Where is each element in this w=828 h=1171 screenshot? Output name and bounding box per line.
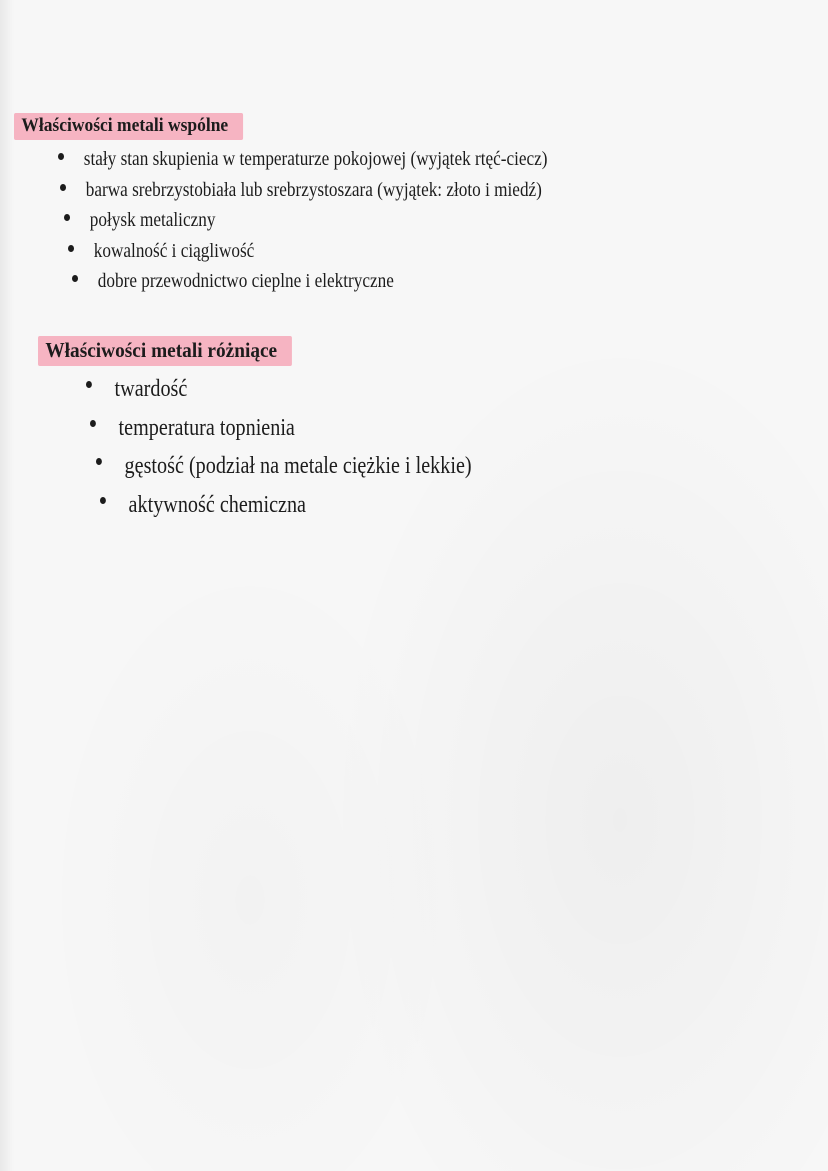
section-heading-common: Właściwości metali wspólne — [14, 113, 243, 140]
list-item-text: połysk metaliczny — [89, 209, 216, 231]
different-properties-list — [38, 370, 543, 524]
list-item — [90, 409, 471, 448]
list-item — [86, 370, 470, 409]
list-item — [64, 205, 548, 236]
list-item-text: stały stan skupienia w temperaturze pokojowej (wyjątek rtęć-ciecz) — [83, 148, 548, 170]
section-common-properties — [14, 113, 627, 297]
section-heading-different: Właściwości metali różniące — [38, 336, 292, 366]
list-item-text: twardość — [114, 376, 188, 402]
list-item — [100, 486, 472, 525]
list-item — [68, 236, 549, 267]
list-item — [58, 144, 548, 175]
paper-edge-shadow — [0, 0, 14, 1171]
list-item-text: aktywność chemiczna — [128, 491, 307, 518]
common-properties-list — [14, 144, 627, 297]
list-item — [60, 175, 548, 206]
section-different-properties — [38, 336, 543, 524]
list-item — [72, 266, 549, 297]
list-item-text: gęstość (podział na metale ciężkie i lekkie) — [124, 453, 472, 479]
list-item-text: barwa srebrzystobiała lub srebrzystoszara (wyjątek: złoto i miedź) — [85, 178, 542, 201]
list-item-text: dobre przewodnictwo cieplne i elektryczne — [97, 270, 394, 292]
list-item — [96, 447, 472, 486]
list-item-text: kowalność i ciągliwość — [93, 239, 255, 262]
list-item-text: temperatura topnienia — [118, 414, 295, 441]
